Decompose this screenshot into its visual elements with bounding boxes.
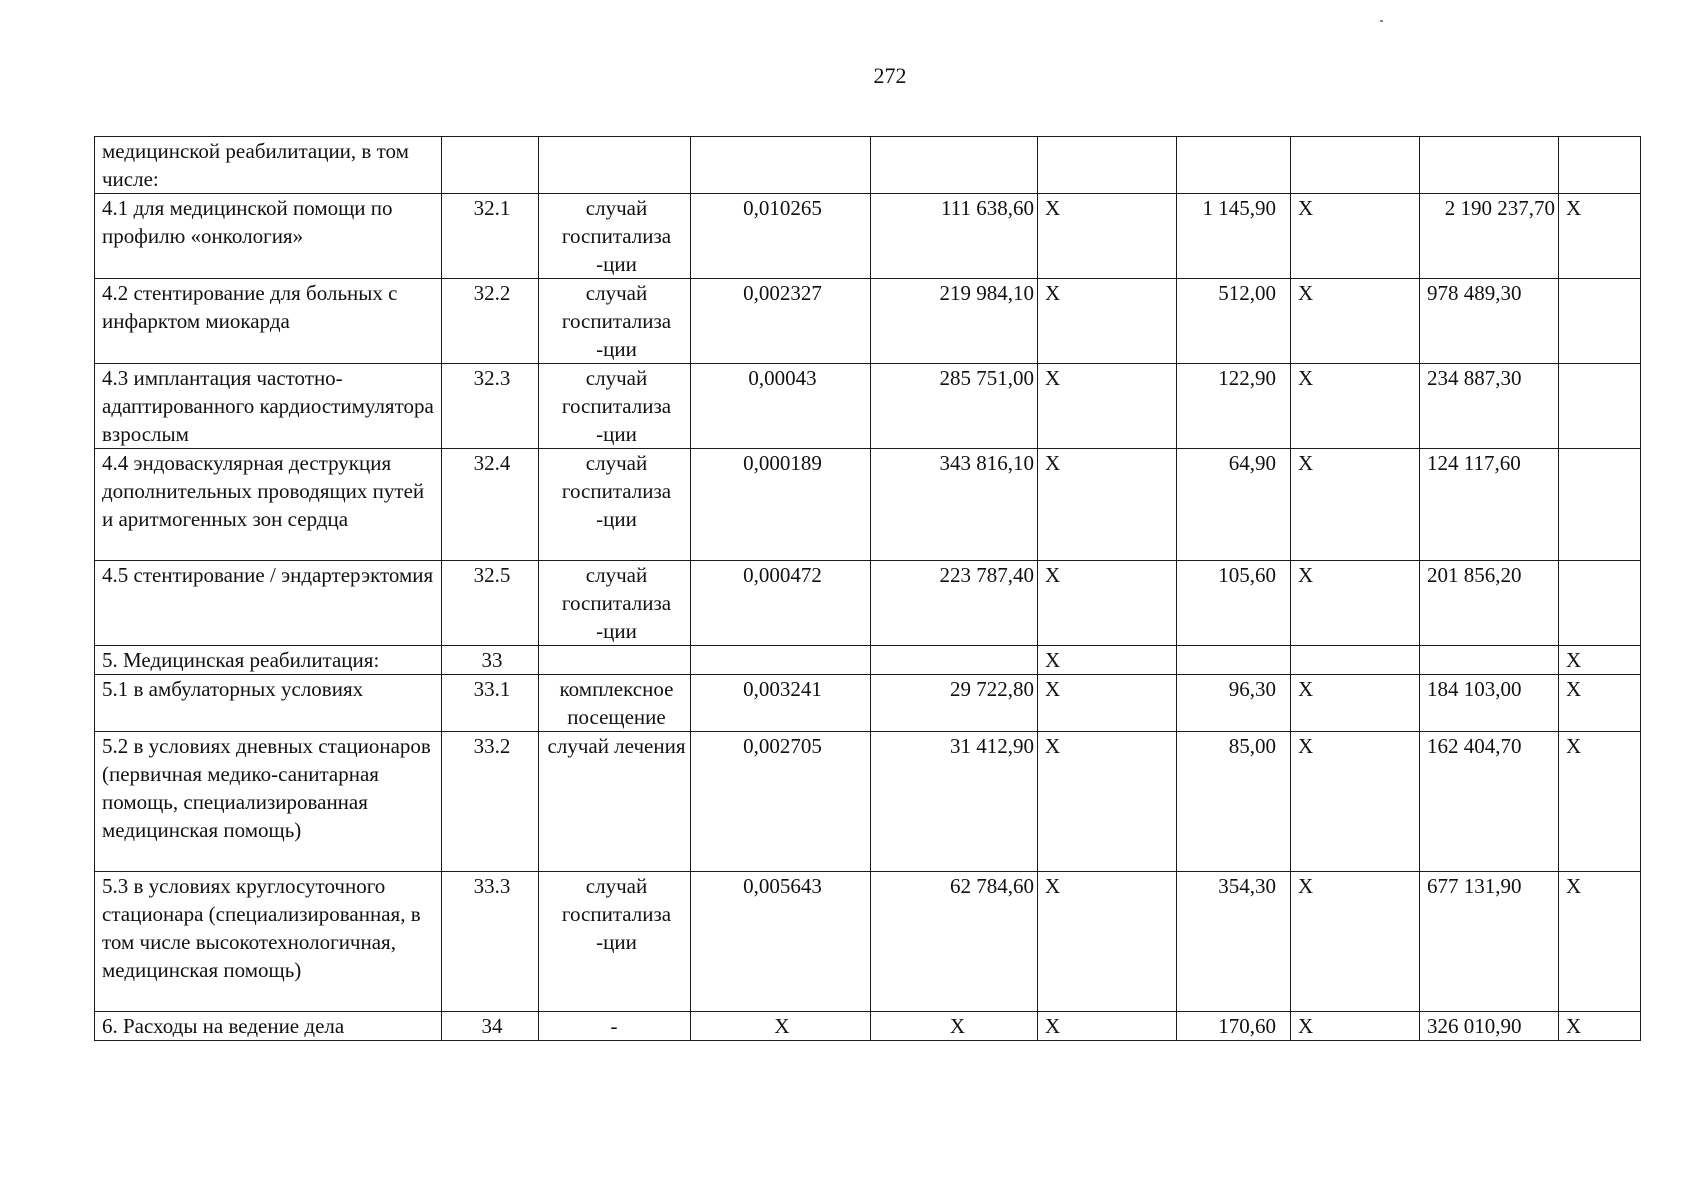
cell-x-budget: X bbox=[1038, 872, 1177, 1012]
cell-line-number: 34 bbox=[442, 1012, 539, 1041]
cell-x-budget: X bbox=[1038, 279, 1177, 364]
cell-indicator: 4.3 имплантация частотно-адаптированного кардиостимулятора взрослым bbox=[95, 364, 442, 449]
cell-unit: случай госпитализа -ции bbox=[539, 561, 691, 646]
cell-unit: комплексное посещение bbox=[539, 675, 691, 732]
cell-x-budget: X bbox=[1038, 675, 1177, 732]
cell-line-number: 33.3 bbox=[442, 872, 539, 1012]
cell-indicator: 4.2 стентирование для больных с инфарктом миокарда bbox=[95, 279, 442, 364]
cell-x-budget bbox=[1038, 137, 1177, 194]
cell-line-number: 33.2 bbox=[442, 732, 539, 872]
cell-unit-cost: 223 787,40 bbox=[871, 561, 1038, 646]
cell-x-budget-total bbox=[1291, 137, 1420, 194]
cell-x-budget-total: X bbox=[1291, 1012, 1420, 1041]
cell-line-number: 33 bbox=[442, 646, 539, 675]
cell-volume-norm: 0,000189 bbox=[691, 449, 871, 561]
cell-unit-cost: X bbox=[871, 1012, 1038, 1041]
cell-x-budget-total: X bbox=[1291, 449, 1420, 561]
table-row bbox=[95, 872, 1641, 1012]
cell-per-capita: 122,90 bbox=[1177, 364, 1291, 449]
cell-x-share bbox=[1559, 137, 1641, 194]
cell-unit-cost: 343 816,10 bbox=[871, 449, 1038, 561]
cell-per-capita: 1 145,90 bbox=[1177, 194, 1291, 279]
page-number: 272 bbox=[873, 63, 907, 88]
cell-total-amount: 234 887,30 bbox=[1420, 364, 1559, 449]
cell-line-number: 33.1 bbox=[442, 675, 539, 732]
cell-x-budget-total: X bbox=[1291, 732, 1420, 872]
cell-x-budget: X bbox=[1038, 364, 1177, 449]
cell-line-number: 32.3 bbox=[442, 364, 539, 449]
table-row bbox=[95, 449, 1641, 561]
cell-total-amount: 677 131,90 bbox=[1420, 872, 1559, 1012]
cell-x-share: X bbox=[1559, 872, 1641, 1012]
cell-total-amount: 201 856,20 bbox=[1420, 561, 1559, 646]
cell-unit-cost: 219 984,10 bbox=[871, 279, 1038, 364]
cell-volume-norm bbox=[691, 137, 871, 194]
cell-total-amount: 2 190 237,70 bbox=[1420, 194, 1559, 279]
cell-unit bbox=[539, 137, 691, 194]
cell-x-share bbox=[1559, 279, 1641, 364]
cell-total-amount: 184 103,00 bbox=[1420, 675, 1559, 732]
cell-line-number: 32.5 bbox=[442, 561, 539, 646]
cell-indicator: 5. Медицинская реабилитация: bbox=[95, 646, 442, 675]
table-row bbox=[95, 137, 1641, 194]
cell-x-budget: X bbox=[1038, 449, 1177, 561]
cell-unit-cost: 62 784,60 bbox=[871, 872, 1038, 1012]
cell-indicator: медицинской реабилитации, в том числе: bbox=[95, 137, 442, 194]
cell-unit: случай лечения bbox=[539, 732, 691, 872]
cell-per-capita: 96,30 bbox=[1177, 675, 1291, 732]
cell-x-budget-total: X bbox=[1291, 279, 1420, 364]
cell-volume-norm: 0,005643 bbox=[691, 872, 871, 1012]
cell-indicator: 5.3 в условиях круглосуточного стационара (специализированная, в том числе высокотехнологичная, медицинская помощь) bbox=[95, 872, 442, 1012]
cell-volume-norm: 0,000472 bbox=[691, 561, 871, 646]
cell-x-share: X bbox=[1559, 646, 1641, 675]
cell-total-amount: 124 117,60 bbox=[1420, 449, 1559, 561]
cell-per-capita: 64,90 bbox=[1177, 449, 1291, 561]
table-row bbox=[95, 675, 1641, 732]
cell-per-capita: 354,30 bbox=[1177, 872, 1291, 1012]
cell-volume-norm: 0,002327 bbox=[691, 279, 871, 364]
table-row bbox=[95, 732, 1641, 872]
cell-x-budget: X bbox=[1038, 732, 1177, 872]
cell-x-share bbox=[1559, 449, 1641, 561]
cell-total-amount: 978 489,30 bbox=[1420, 279, 1559, 364]
table-row bbox=[95, 561, 1641, 646]
cell-line-number: 32.2 bbox=[442, 279, 539, 364]
cell-indicator: 4.1 для медицинской помощи по профилю «онкология» bbox=[95, 194, 442, 279]
cell-total-amount: 326 010,90 bbox=[1420, 1012, 1559, 1041]
cell-indicator: 5.2 в условиях дневных стационаров (первичная медико-санитарная помощь, специализированная медицинская помощь) bbox=[95, 732, 442, 872]
table-row bbox=[95, 646, 1641, 675]
cell-x-budget: X bbox=[1038, 1012, 1177, 1041]
cell-unit: случай госпитализа -ции bbox=[539, 872, 691, 1012]
cell-unit-cost: 29 722,80 bbox=[871, 675, 1038, 732]
cell-unit: случай госпитализа -ции bbox=[539, 449, 691, 561]
cell-x-budget-total: X bbox=[1291, 194, 1420, 279]
cell-unit-cost: 285 751,00 bbox=[871, 364, 1038, 449]
cell-x-share bbox=[1559, 561, 1641, 646]
cell-line-number: 32.1 bbox=[442, 194, 539, 279]
cell-per-capita bbox=[1177, 137, 1291, 194]
table-body bbox=[95, 137, 1641, 1041]
cell-unit: случай госпитализа -ции bbox=[539, 364, 691, 449]
cell-volume-norm: 0,002705 bbox=[691, 732, 871, 872]
table-row bbox=[95, 194, 1641, 279]
cell-volume-norm: 0,003241 bbox=[691, 675, 871, 732]
cell-indicator: 4.4 эндоваскулярная деструкция дополнительных проводящих путей и аритмогенных зон сердца bbox=[95, 449, 442, 561]
cell-per-capita bbox=[1177, 646, 1291, 675]
cell-x-budget-total bbox=[1291, 646, 1420, 675]
cell-total-amount bbox=[1420, 646, 1559, 675]
cell-x-budget: X bbox=[1038, 194, 1177, 279]
table-row bbox=[95, 1012, 1641, 1041]
cell-volume-norm: X bbox=[691, 1012, 871, 1041]
cell-per-capita: 105,60 bbox=[1177, 561, 1291, 646]
cell-indicator: 4.5 стентирование / эндартерэктомия bbox=[95, 561, 442, 646]
cell-unit-cost bbox=[871, 137, 1038, 194]
cell-x-budget-total: X bbox=[1291, 872, 1420, 1012]
cell-unit-cost bbox=[871, 646, 1038, 675]
cell-x-budget-total: X bbox=[1291, 675, 1420, 732]
cell-unit-cost: 31 412,90 bbox=[871, 732, 1038, 872]
cell-unit bbox=[539, 646, 691, 675]
cell-volume-norm: 0,00043 bbox=[691, 364, 871, 449]
cell-indicator: 6. Расходы на ведение дела bbox=[95, 1012, 442, 1041]
scan-speck bbox=[1380, 20, 1383, 22]
cell-per-capita: 170,60 bbox=[1177, 1012, 1291, 1041]
cell-line-number: 32.4 bbox=[442, 449, 539, 561]
cell-x-share bbox=[1559, 364, 1641, 449]
cell-x-budget-total: X bbox=[1291, 364, 1420, 449]
cell-indicator: 5.1 в амбулаторных условиях bbox=[95, 675, 442, 732]
cell-x-share: X bbox=[1559, 675, 1641, 732]
cell-x-budget-total: X bbox=[1291, 561, 1420, 646]
cell-unit: - bbox=[539, 1012, 691, 1041]
table-row bbox=[95, 279, 1641, 364]
cell-total-amount: 162 404,70 bbox=[1420, 732, 1559, 872]
cell-total-amount bbox=[1420, 137, 1559, 194]
cell-volume-norm bbox=[691, 646, 871, 675]
cell-unit-cost: 111 638,60 bbox=[871, 194, 1038, 279]
cell-unit: случай госпитализа -ции bbox=[539, 279, 691, 364]
cell-x-share: X bbox=[1559, 732, 1641, 872]
cell-per-capita: 85,00 bbox=[1177, 732, 1291, 872]
cell-x-budget: X bbox=[1038, 646, 1177, 675]
cell-x-share: X bbox=[1559, 194, 1641, 279]
cell-x-budget: X bbox=[1038, 561, 1177, 646]
cell-unit: случай госпитализа -ции bbox=[539, 194, 691, 279]
financing-table bbox=[94, 136, 1641, 1041]
table-row bbox=[95, 364, 1641, 449]
cell-per-capita: 512,00 bbox=[1177, 279, 1291, 364]
cell-volume-norm: 0,010265 bbox=[691, 194, 871, 279]
cell-x-share: X bbox=[1559, 1012, 1641, 1041]
cell-line-number bbox=[442, 137, 539, 194]
